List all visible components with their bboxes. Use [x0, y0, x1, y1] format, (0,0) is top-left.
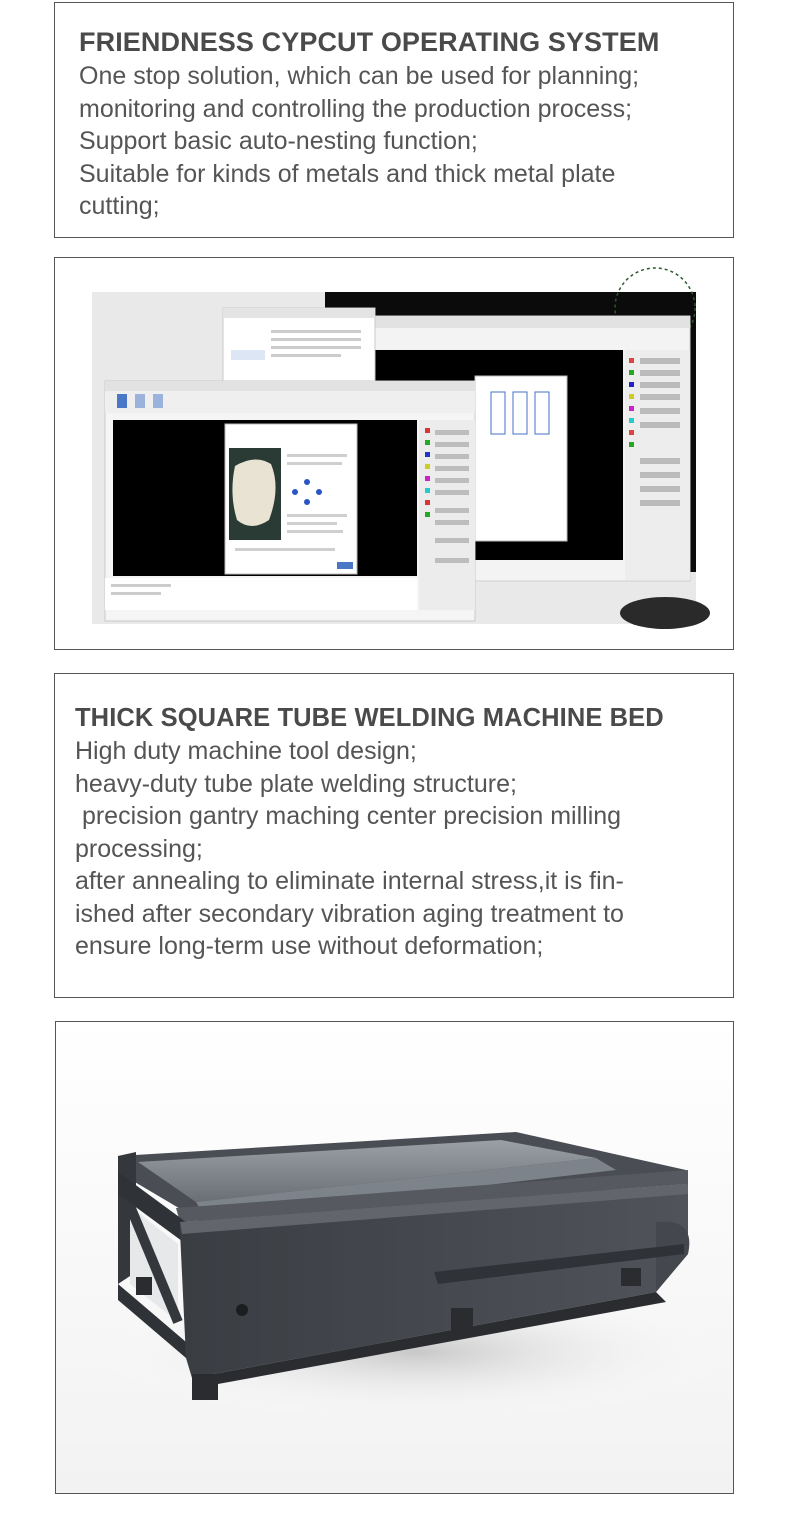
cypcut-text-box — [54, 2, 734, 238]
machine-bed-text-box — [54, 673, 734, 998]
software-screenshot-image — [55, 258, 733, 649]
machine-bed-line-5: after annealing to eliminate internal stress,it is fin- — [75, 867, 624, 895]
cypcut-line-5: cutting; — [79, 192, 160, 220]
machine-bed-line-2: heavy-duty tube plate welding structure; — [75, 769, 517, 798]
machine-bed-heading: THICK SQUARE TUBE WELDING MACHINE BED — [75, 704, 664, 732]
machine-bed-image-box — [55, 1021, 734, 1494]
cypcut-line-3: Support basic auto-nesting function; — [79, 127, 478, 155]
cypcut-line-4: Suitable for kinds of metals and thick metal plate — [79, 159, 616, 188]
software-image-box — [54, 257, 734, 650]
machine-bed-line-7: ensure long-term use without deformation; — [75, 932, 544, 960]
cypcut-heading: FRIENDNESS CYPCUT OPERATING SYSTEM — [79, 27, 660, 57]
machine-bed-image — [56, 1022, 733, 1493]
machine-bed-line-4: processing; — [75, 834, 203, 863]
machine-bed-line-3: precision gantry maching center precision milling — [75, 802, 622, 830]
machine-bed-line-6: ished after secondary vibration aging treatment to — [75, 899, 624, 928]
cypcut-line-2: monitoring and controlling the production process; — [79, 94, 633, 123]
cypcut-line-1: One stop solution, which can be used for planning; — [79, 62, 640, 90]
machine-bed-line-1: High duty machine tool design; — [75, 737, 417, 765]
